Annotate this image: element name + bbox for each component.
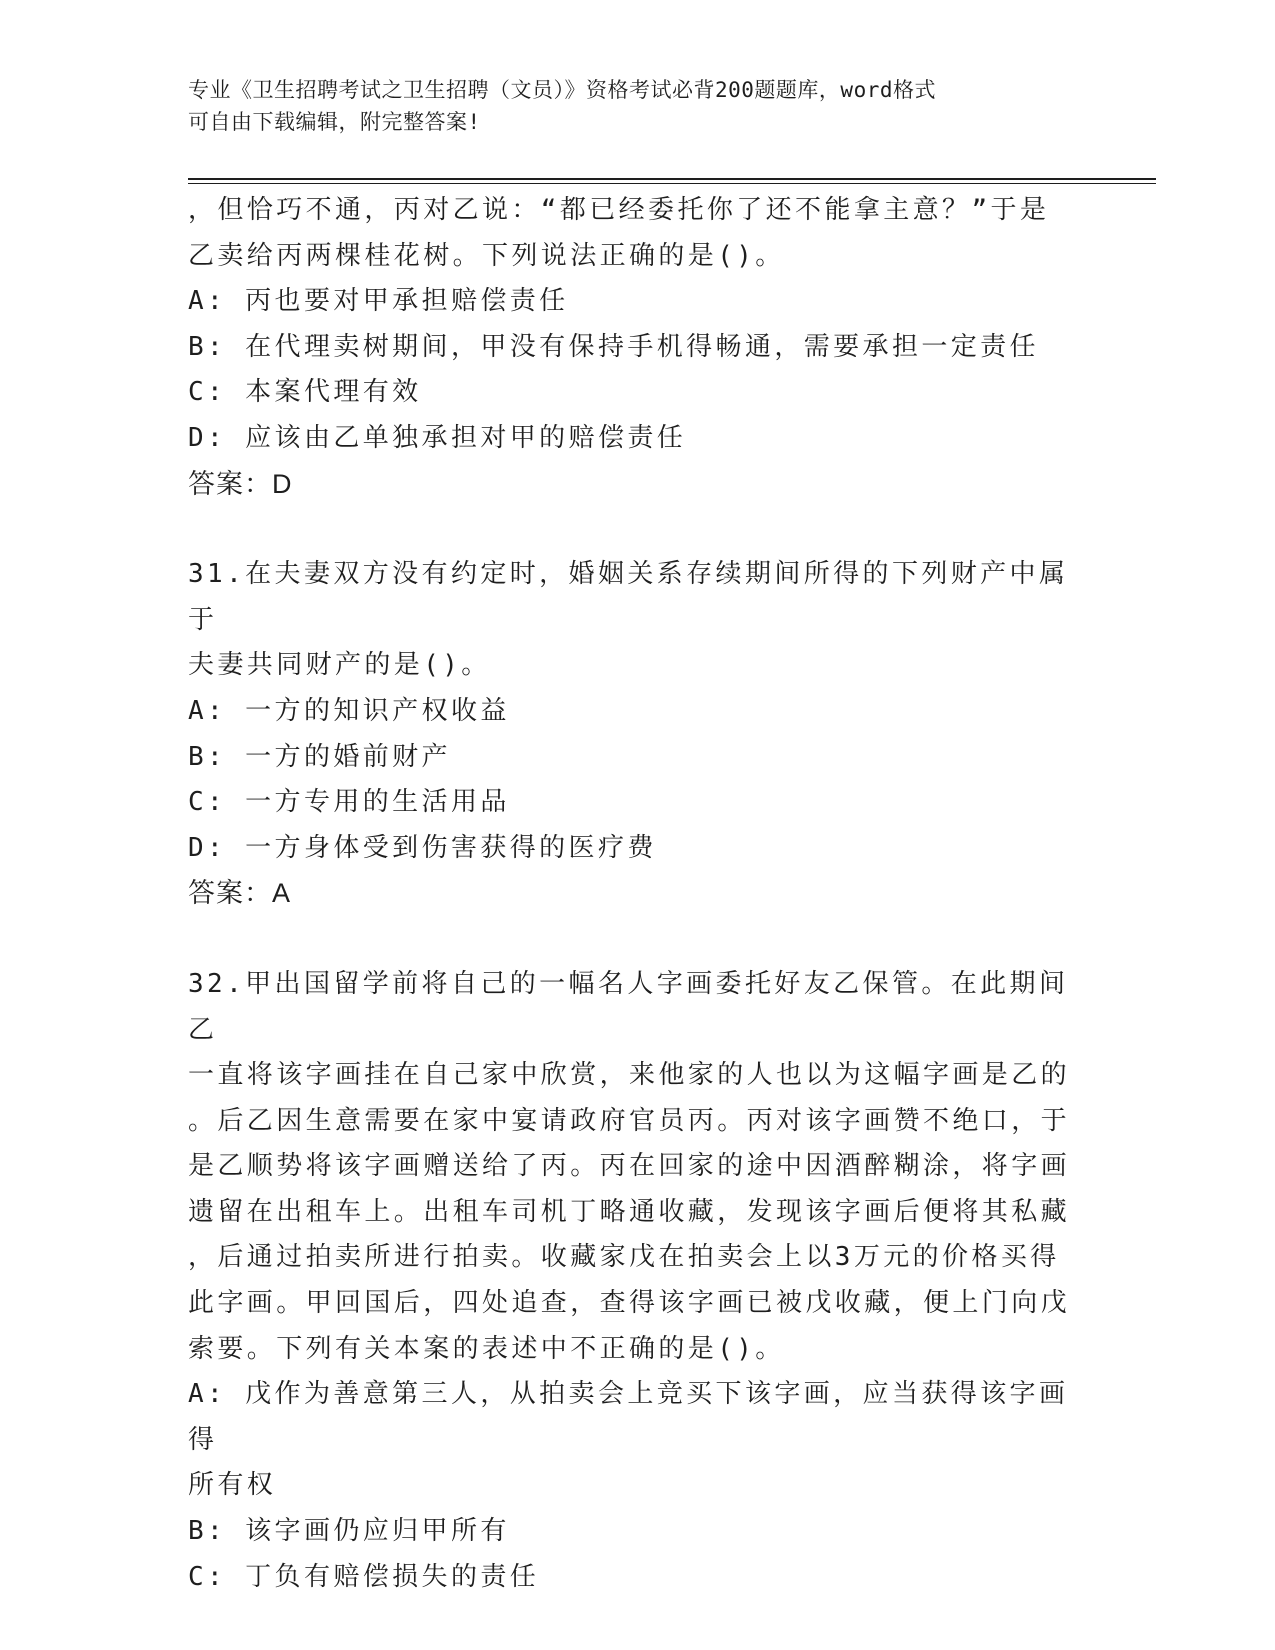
header-divider-thick [188,178,1156,180]
option-a-continued: 所有权 [188,1470,277,1501]
question-stem-line: 是乙顺势将该字画赠送给了丙。丙在回家的途中因酒醉糊涂，将字画 [188,1151,1071,1182]
question-31 [188,552,1088,917]
question-30 [188,188,1088,507]
question-stem-line: 遗留在出租车上。出租车司机丁略通收藏，发现该字画后便将其私藏 [188,1196,1071,1227]
answer-label: 答案：A [188,878,292,909]
option-d: D: 一方身体受到伤害获得的医疗费 [188,832,657,863]
option-b: B: 该字画仍应归甲所有 [188,1516,510,1547]
header-line-1: 专业《卫生招聘考试之卫生招聘（文员）》资格考试必背200题题库，word格式 [188,78,936,102]
answer-label: 答案：D [188,468,293,499]
header-divider-thin [188,183,1156,184]
option-a: A: 一方的知识产权收益 [188,695,510,726]
option-c: C: 丁负有赔偿损失的责任 [188,1561,540,1592]
option-c: C: 本案代理有效 [188,377,422,408]
question-stem-line: 索要。下列有关本案的表述中不正确的是()。 [188,1333,785,1364]
question-stem-line: ，但恰巧不通，丙对乙说：“都已经委托你了还不能拿主意？”于是 [188,195,1050,225]
spacer [188,507,1088,552]
option-b: B: 在代理卖树期间，甲没有保持手机得畅通，需要承担一定责任 [188,331,1039,362]
document-body [188,188,1088,1600]
question-stem-line: 32.甲出国留学前将自己的一幅名人字画委托好友乙保管。在此期间乙 [188,968,1069,1045]
option-a: A: 戊作为善意第三人，从拍卖会上竞买下该字画，应当获得该字画得 [188,1379,1069,1455]
option-d: D: 应该由乙单独承担对甲的赔偿责任 [188,422,687,453]
option-c: C: 一方专用的生活用品 [188,787,510,818]
question-stem-line: 乙卖给丙两棵桂花树。下列说法正确的是()。 [188,240,785,271]
question-stem-line: 一直将该字画挂在自己家中欣赏，来他家的人也以为这幅字画是乙的 [188,1060,1071,1091]
option-b: B: 一方的婚前财产 [188,741,451,772]
question-stem-line: 夫妻共同财产的是()。 [188,650,491,681]
header-line-2: 可自由下载编辑，附完整答案! [188,110,481,134]
page-header [188,74,1088,138]
question-stem-line: ，后通过拍卖所进行拍卖。收藏家戊在拍卖会上以3万元的价格买得 [188,1242,1060,1273]
question-stem-line: 此字画。甲回国后，四处追查，查得该字画已被戊收藏，便上门向戊 [188,1288,1071,1319]
question-stem-line: 31.在夫妻双方没有约定时，婚姻关系存续期间所得的下列财产中属于 [188,559,1069,635]
question-stem-line: 。后乙因生意需要在家中宴请政府官员丙。丙对该字画赞不绝口，于 [188,1105,1071,1136]
spacer [188,917,1088,962]
option-a: A: 丙也要对甲承担赔偿责任 [188,286,569,317]
question-32 [188,962,1088,1600]
